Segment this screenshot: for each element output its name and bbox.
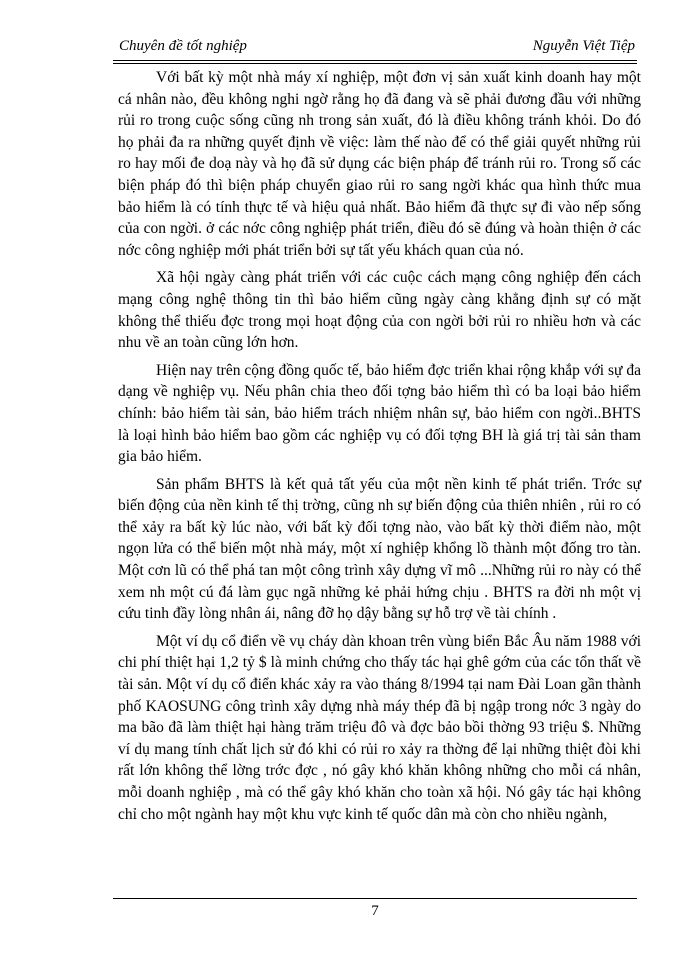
paragraph: Hiện nay trên cộng đồng quốc tế, bảo hiểm đợc triển khai rộng khắp với sự đa dạng về nghiệp vụ. Nếu phân chia theo đối tợng bảo hiểm thì có ba loại bảo hiểm chính: bảo hiểm tài sản, bảo hiểm trách nhiệm nhân sự, bảo hiểm con ngời..BHTS là loại hình bảo hiểm bao gồm các nghiệp vụ có đối tợng BH là giá trị tài sản tham gia bảo hiểm. — [118, 361, 641, 466]
paragraph: Với bất kỳ một nhà máy xí nghiệp, một đơn vị sản xuất kinh doanh hay một cá nhân nào, đều không nghi ngờ rằng họ đã đang và sẽ phải đương đầu với những rủi ro trong cuộc sống cũng nh trong sản xuất, đó là điều không tránh khỏi. Do đó họ phải đa ra những quyết định về việc: làm thế nào để có thể giải quyết những rủi ro hay mối đe doạ này và họ đã sử dụng các biện pháp để tránh rủi ro. Trong số các biện pháp đó thì biện pháp chuyển giao rủi ro sang ngời khác qua hình thức mua bảo hiểm là có tính thực tế và hiệu quả nhất. Bảo hiểm đã thực sự đi vào nếp sống của con ngời. ở các nớc công nghiệp phát triển, điều đó sẽ đúng và hoàn thiện ở các nớc công nghiệp mới phát triển bởi sự tất yếu khách quan của nó. — [118, 69, 641, 259]
header-author: Nguyễn Việt Tiệp — [532, 38, 635, 54]
paragraph: Sản phẩm BHTS là kết quả tất yếu của một nền kinh tế phát triển. Trớc sự biến động của nền kinh tế thị trờng, cũng nh sự biến động của thiên nhiên , rủi ro có thể xảy ra bất kỳ lúc nào, với bất kỳ đối tợng nào, vào bất kỳ thời điểm nào, một ngọn lửa có thể biến một nhà máy, một xí nghiệp khổng lồ thành một đống tro tàn. Một cơn lũ có thể phá tan một công trình xây dựng vĩ mô ...Những rủi ro này có thể xem nh một cú đá làm gục ngã những kẻ phải hứng chịu . BHTS ra đời nh một vị cứu tinh đầy lòng nhân ái, nâng đỡ họ dậy bằng sự hỗ trợ về tài chính . — [118, 475, 641, 623]
paragraph: Xã hội ngày càng phát triển với các cuộc cách mạng công nghiệp đến cách mạng công nghệ thông tin thì bảo hiểm cũng ngày càng khẳng định sự có mặt không thể thiếu đợc trong mọi hoạt động của con ngời bởi rủi ro nhiều hơn và các nhu về an toàn cũng lớn hơn. — [118, 269, 641, 352]
page-header — [113, 36, 637, 64]
body-text — [118, 67, 641, 825]
paragraph: Một ví dụ cổ điển về vụ cháy dàn khoan trên vùng biển Bắc Âu năm 1988 với chi phí thiệt hại 1,2 tỷ $ là minh chứng cho thấy tác hại ghê gớm của các tổn thất về tài sản. Một ví dụ cổ điển khác xảy ra vào tháng 8/1994 tại nam Đài Loan gần thành phố KAOSUNG công trình xây dựng nhà máy thép đã bị ngập trong nớc 3 ngày do ma bão đã làm thiệt hại hàng trăm triệu đô và đợc bảo bồi thờng 93 triệu $. Những ví dụ mang tính chất lịch sử đó khi có rủi ro xảy ra thờng để lại những thiệt đòi khi rất lớn không thể lờng trớc đợc , nó gây khó khăn không những cho mỗi cá nhân, mỗi doanh nghiệp , mà có thể gây khó khăn cho toàn xã hội. Nó gây tác hại không chỉ cho một ngành hay một khu vực kinh tế quốc dân mà còn cho nhiều ngành, — [118, 632, 641, 823]
header-document-type: Chuyên đề tốt nghiệp — [119, 38, 247, 54]
page-number: 7 — [371, 903, 379, 919]
footer-divider — [113, 898, 637, 899]
